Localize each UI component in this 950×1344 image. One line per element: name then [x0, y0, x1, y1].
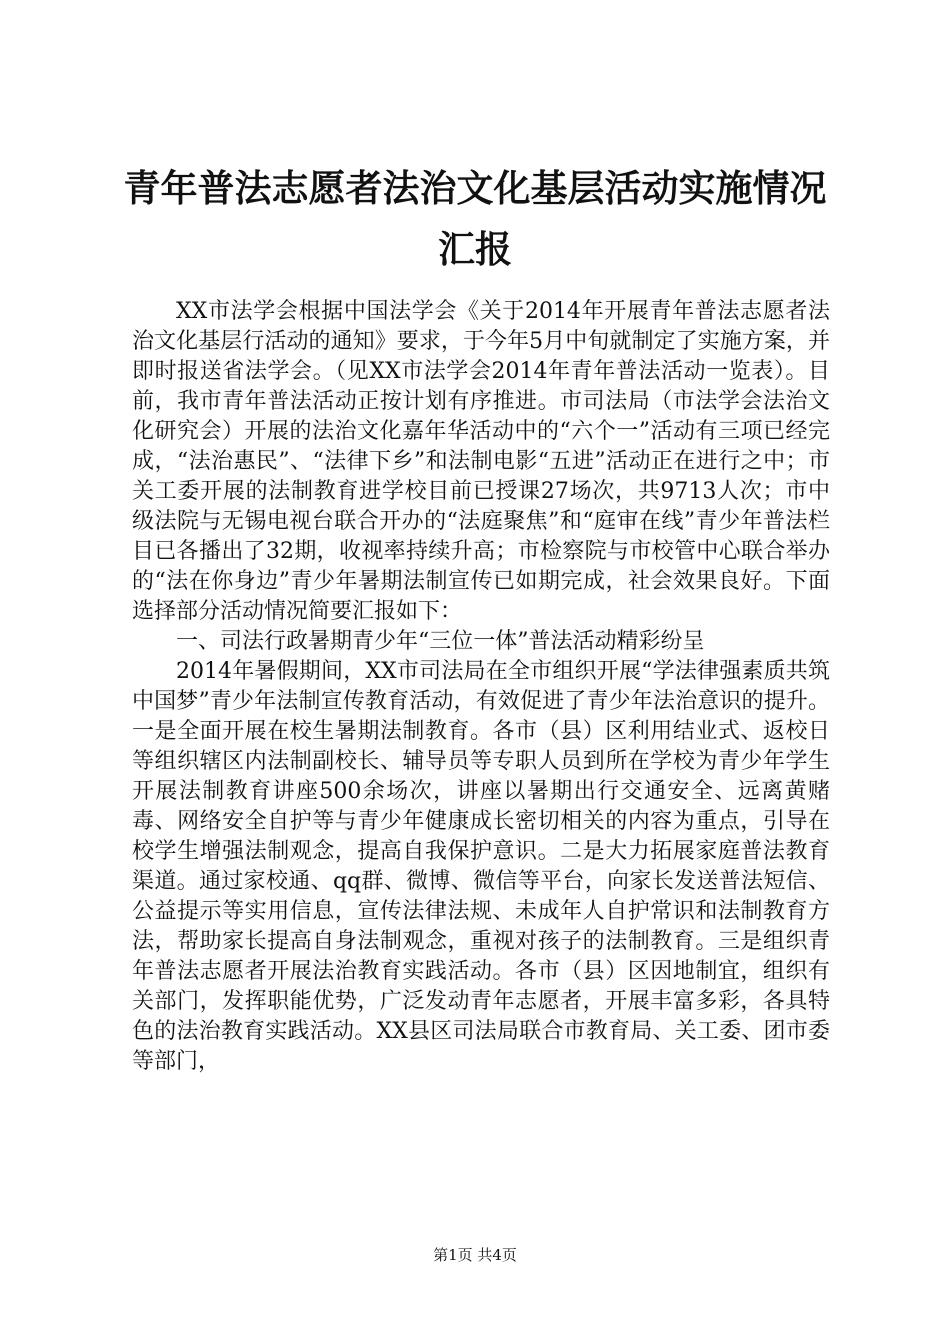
paragraph-intro: XX市法学会根据中国法学会《关于2014年开展青年普法志愿者法治文化基层行活动的通知》要求，于今年5月中旬就制定了实施方案，并即时报送省法学会。（见XX市法学会2014年青年普法活动一览表）。目前，我市青年普法活动正按计划有序推进。市司法局（市法学会法治文化研究会）开展的法治文化嘉年华活动中的“六个一”活动有三项已经完成，“法治惠民”、“法律下乡”和法制电影“五进”活动正在进行之中；市关工委开展的法制教育进学校目前已授课27场次，共9713人次；市中级法院与无锡电视台联合开办的“法庭聚焦”和“庭审在线”青少年普法栏目已各播出了32期，收视率持续升高；市检察院与市校管中心联合举办的“法在你身边”青少年暑期法制宣传已如期完成，社会效果良好。下面选择部分活动情况简要汇报如下：: [132, 299, 830, 624]
document-title: 青年普法志愿者法治文化基层活动实施情况汇报: [123, 166, 827, 271]
paragraph-section-1: 2014年暑假期间，XX市司法局在全市组织开展“学法律强素质共筑中国梦”青少年法制宣传教育活动，有效促进了青少年法治意识的提升。一是全面开展在校生暑期法制教育。各市（县）区利用结业式、返校日等组织辖区内法制副校长、辅导员等专职人员到所在学校为青少年学生开展法制教育讲座500余场次，讲座以暑期出行交通安全、远离黄赌毒、网络安全自护等与青少年健康成长密切相关的内容为重点，引导在校学生增强法制观念，提高自我保护意识。二是大力拓展家庭普法教育渠道。通过家校通、qq群、微博、微信等平台，向家长发送普法短信、公益提示等实用信息，宣传法律法规、未成年人自护常识和法制教育方法，帮助家长提高自身法制观念，重视对孩子的法制教育。三是组织青年普法志愿者开展法治教育实践活动。各市（县）区因地制宜，组织有关部门，发挥职能优势，广泛发动青年志愿者，开展丰富多彩，各具特色的法治教育实践活动。XX县区司法局联合市教育局、关工委、团市委等部门，: [132, 659, 830, 1074]
section-heading-1: 一、司法行政暑期青少年“三位一体”普法活动精彩纷呈: [176, 629, 705, 654]
page-number-footer: 第1页 共4页: [433, 1246, 517, 1264]
document-body: [132, 297, 830, 1077]
